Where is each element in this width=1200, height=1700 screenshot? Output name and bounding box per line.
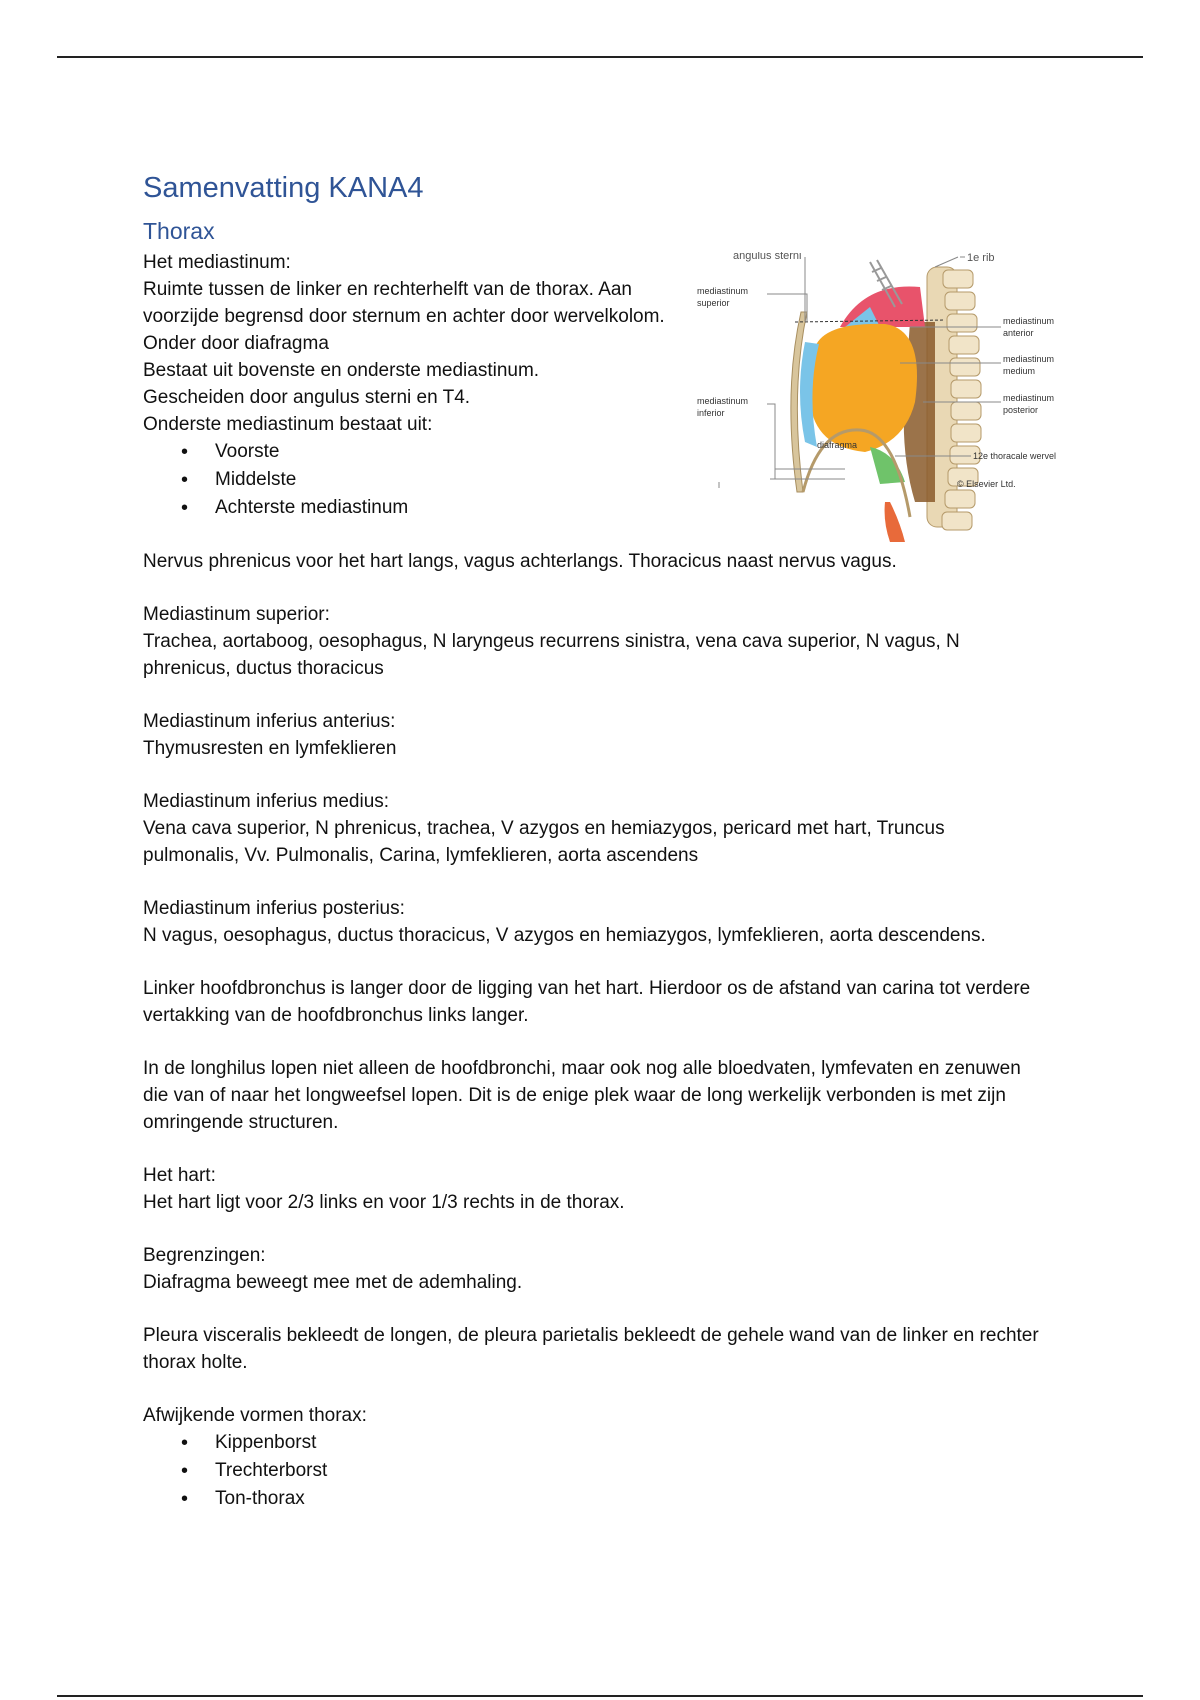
intro-line: Onderste mediastinum bestaat uit: — [143, 414, 433, 435]
superior-paragraph: Trachea, aortaboog, oesophagus, N laryngeus recurrens sinistra, vena cava superior, N vagus, N phrenicus, ductus thoracicus — [143, 631, 960, 679]
aorta-descending — [885, 502, 905, 542]
hilus-paragraph: In de longhilus lopen niet alleen de hoofdbronchi, maar ook nog alle bloedvaten, lymfevaten en zenuwen die van of naar het longweefsel lopen. Dit is de enige plek waar de long werkelijk verbonden is met zijn omringende structuren. — [143, 1058, 1021, 1133]
label-first-rib: 1e rib — [967, 252, 995, 264]
label-medium-1: mediastinum — [1003, 354, 1055, 364]
nervus-paragraph: Nervus phrenicus voor het hart langs, vagus achterlangs. Thoracicus naast nervus vagus. — [143, 551, 897, 572]
intro-line: Ruimte tussen de linker en rechterhelft van de thorax. Aan voorzijde begrensd door sternum en achter door wervelkolom. Onder door diafragma — [143, 279, 665, 354]
superior-heading: Mediastinum superior: — [143, 604, 330, 625]
bottom-rule — [57, 1695, 1143, 1697]
bronchus-paragraph: Linker hoofdbronchus is langer door de ligging van het hart. Hierdoor os de afstand van carina tot verdere vertakking van de hoofdbronchus links langer. — [143, 978, 1031, 1026]
anterior-paragraph: Thymusresten en lymfeklieren — [143, 738, 397, 759]
label-medium-2: medium — [1003, 366, 1036, 376]
list-item: • Trechterborst — [215, 1457, 1043, 1485]
mediastinum-illustration — [695, 252, 1105, 544]
medius-paragraph: Vena cava superior, N phrenicus, trachea, V azygos en hemiazygos, pericard met hart, Truncus pulmonalis, Vv. Pulmonalis, Carina, lymfeklieren, aorta ascendens — [143, 818, 945, 866]
boundaries-heading: Begrenzingen: — [143, 1245, 266, 1266]
pleura-paragraph: Pleura visceralis bekleedt de longen, de pleura parietalis bekleedt de gehele wand van de linker en rechter thorax holte. — [143, 1325, 1039, 1373]
anterior-heading: Mediastinum inferius anterius: — [143, 711, 396, 732]
list-item: • Kippenborst — [215, 1429, 1043, 1457]
posterius-heading: Mediastinum inferius posterius: — [143, 898, 405, 919]
list-item: • Ton-thorax — [215, 1485, 1043, 1513]
label-angulus-sterni: angulus sterni — [733, 252, 802, 262]
label-anterior-1: mediastinum — [1003, 316, 1055, 326]
label-superior-1: mediastinum — [697, 286, 749, 296]
posterius-paragraph: N vagus, oesophagus, ductus thoracicus, V azygos en hemiazygos, lymfeklieren, aorta descendens. — [143, 925, 986, 946]
spine — [927, 267, 981, 530]
mediastinum-medium-region — [810, 324, 917, 452]
label-anterior-2: anterior — [1003, 328, 1034, 338]
list-item: • Middelste — [215, 466, 1043, 494]
intro-heading: Het mediastinum: — [143, 252, 291, 273]
medius-heading: Mediastinum inferius medius: — [143, 791, 390, 812]
heart-paragraph: Het hart ligt voor 2/3 links en voor 1/3 rechts in de thorax. — [143, 1192, 625, 1213]
label-12th-vertebra: 12e thoracale wervel — [973, 451, 1057, 461]
boundaries-paragraph: Diafragma beweegt mee met de ademhaling. — [143, 1272, 523, 1293]
list-item: • Achterste mediastinum — [215, 494, 1043, 522]
heart-heading: Het hart: — [143, 1165, 216, 1186]
top-rule — [57, 56, 1143, 58]
thorax-forms-list — [143, 1429, 1043, 1513]
intro-line: Gescheiden door angulus sterni en T4. — [143, 387, 471, 408]
forms-heading: Afwijkende vormen thorax: — [143, 1405, 367, 1426]
label-copyright: © Elsevier Ltd. — [957, 479, 1016, 489]
document-title: Samenvatting KANA4 — [143, 172, 424, 204]
intro-block — [143, 249, 683, 438]
label-inferior-2: inferior — [697, 408, 725, 418]
section-heading: Thorax — [143, 218, 215, 244]
label-inferior-1: mediastinum — [697, 396, 749, 406]
mediastinum-diagram — [695, 252, 1105, 544]
list-item: • Voorste — [215, 438, 1043, 466]
label-diafragma: diafragma — [817, 440, 858, 450]
label-posterior-2: posterior — [1003, 405, 1039, 415]
label-superior-2: superior — [697, 298, 730, 308]
intro-line: Bestaat uit bovenste en onderste mediastinum. — [143, 360, 540, 381]
label-posterior-1: mediastinum — [1003, 393, 1055, 403]
